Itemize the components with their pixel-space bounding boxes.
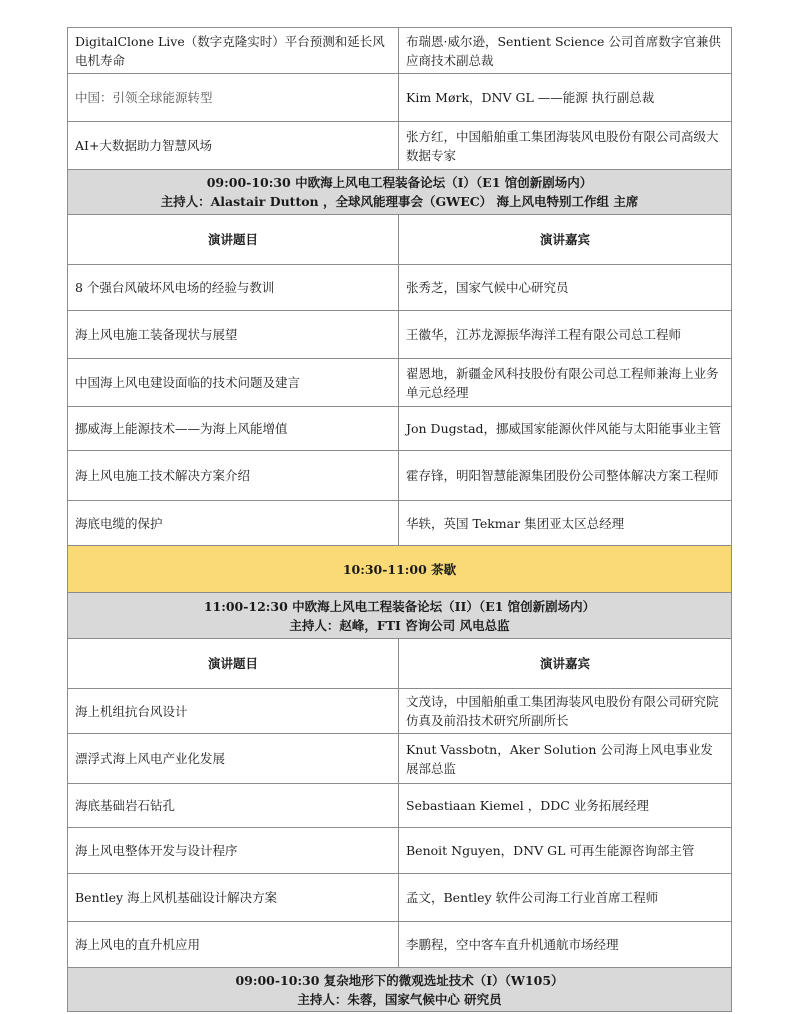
schedule-table [67,27,732,1012]
talk-speaker: Benoit Nguyen，DNV GL 可再生能源咨询部主管 [399,828,732,874]
talk-speaker: 翟恩地，新疆金风科技股份有限公司总工程师兼海上业务单元总经理 [399,359,732,407]
session-title: 09:00-10:30 中欧海上风电工程装备论坛（I）（E1 馆创新剧场内） [206,175,593,190]
talk-topic: 挪威海上能源技术——为海上风能增值 [68,407,399,451]
table-row [68,28,732,74]
talk-speaker: 华轶，英国 Tekmar 集团亚太区总经理 [399,501,732,546]
table-row [68,359,732,407]
talk-topic: 8 个强台风破坏风电场的经验与教训 [68,265,399,311]
session-header-cell [68,968,732,1012]
session-header [68,968,732,1012]
talk-speaker: 孟文，Bentley 软件公司海工行业首席工程师 [399,874,732,922]
session-host: 主持人：Alastair Dutton ，全球风能理事会（GWEC） 海上风电特别工作组 主席 [160,194,639,209]
session-host: 主持人：赵峰，FTI 咨询公司 风电总监 [289,617,510,633]
talk-topic: 海上风电施工技术解决方案介绍 [68,451,399,501]
talk-speaker: 文茂诗，中国船舶重工集团海装风电股份有限公司研究院仿真及前沿技术研究所副所长 [399,689,732,734]
talk-speaker: Knut Vassbotn，Aker Solution 公司海上风电事业发展部总监 [399,734,732,784]
column-header-speaker: 演讲嘉宾 [399,215,732,265]
table-row [68,311,732,359]
table-row [68,922,732,968]
talk-topic: 中国：引领全球能源转型 [68,74,399,122]
session-title: 11:00-12:30 中欧海上风电工程装备论坛（II）（E1 馆创新剧场内） [203,598,596,614]
talk-speaker: 李鹏程，空中客车直升机通航市场经理 [399,922,732,968]
talk-topic: 漂浮式海上风电产业化发展 [68,734,399,784]
table-row [68,734,732,784]
talk-speaker: Jon Dugstad，挪威国家能源伙伴风能与太阳能事业主管 [399,407,732,451]
table-row [68,828,732,874]
table-row [68,74,732,122]
column-header-speaker: 演讲嘉宾 [399,639,732,689]
talk-speaker: 霍存锋，明阳智慧能源集团股份公司整体解决方案工程师 [399,451,732,501]
table-row [68,689,732,734]
table-row [68,451,732,501]
break-row [68,546,732,593]
table-row [68,874,732,922]
talk-topic: AI+大数据助力智慧风场 [68,122,399,170]
talk-topic: 海上风电施工装备现状与展望 [68,311,399,359]
talk-topic: 海上风电整体开发与设计程序 [68,828,399,874]
session-host: 主持人：朱蓉，国家气候中心 研究员 [297,991,502,1007]
talk-topic: 海上机组抗台风设计 [68,689,399,734]
talk-speaker: 王徽华，江苏龙源振华海洋工程有限公司总工程师 [399,311,732,359]
table-row [68,501,732,546]
talk-topic: 海上风电的直升机应用 [68,922,399,968]
table-row [68,784,732,828]
table-row [68,265,732,311]
talk-speaker: 张方红，中国船舶重工集团海装风电股份有限公司高级大数据专家 [399,122,732,170]
table-row [68,407,732,451]
talk-topic: DigitalClone Live（数字克隆实时）平台预测和延长风电机寿命 [68,28,399,74]
talk-topic: Bentley 海上风机基础设计解决方案 [68,874,399,922]
column-header-row [68,215,732,265]
talk-topic: 海底基础岩石钻孔 [68,784,399,828]
session-header [68,170,732,215]
talk-speaker: 布瑞恩·威尔逊，Sentient Science 公司首席数字官兼供应商技术副总裁 [399,28,732,74]
talk-speaker: Sebastiaan Kiemel ，DDC 业务拓展经理 [399,784,732,828]
session-header [68,593,732,639]
column-header-row [68,639,732,689]
talk-speaker: Kim Mørk，DNV GL ——能源 执行副总裁 [399,74,732,122]
column-header-topic: 演讲题目 [68,215,399,265]
session-title: 09:00-10:30 复杂地形下的微观选址技术（I）（W105） [235,972,564,988]
session-header-cell [68,170,732,215]
table-row [68,122,732,170]
talk-speaker: 张秀芝，国家气候中心研究员 [399,265,732,311]
talk-topic: 中国海上风电建设面临的技术问题及建言 [68,359,399,407]
tea-break: 10:30-11:00 茶歇 [68,546,732,593]
column-header-topic: 演讲题目 [68,639,399,689]
session-header-cell [68,593,732,639]
talk-topic: 海底电缆的保护 [68,501,399,546]
